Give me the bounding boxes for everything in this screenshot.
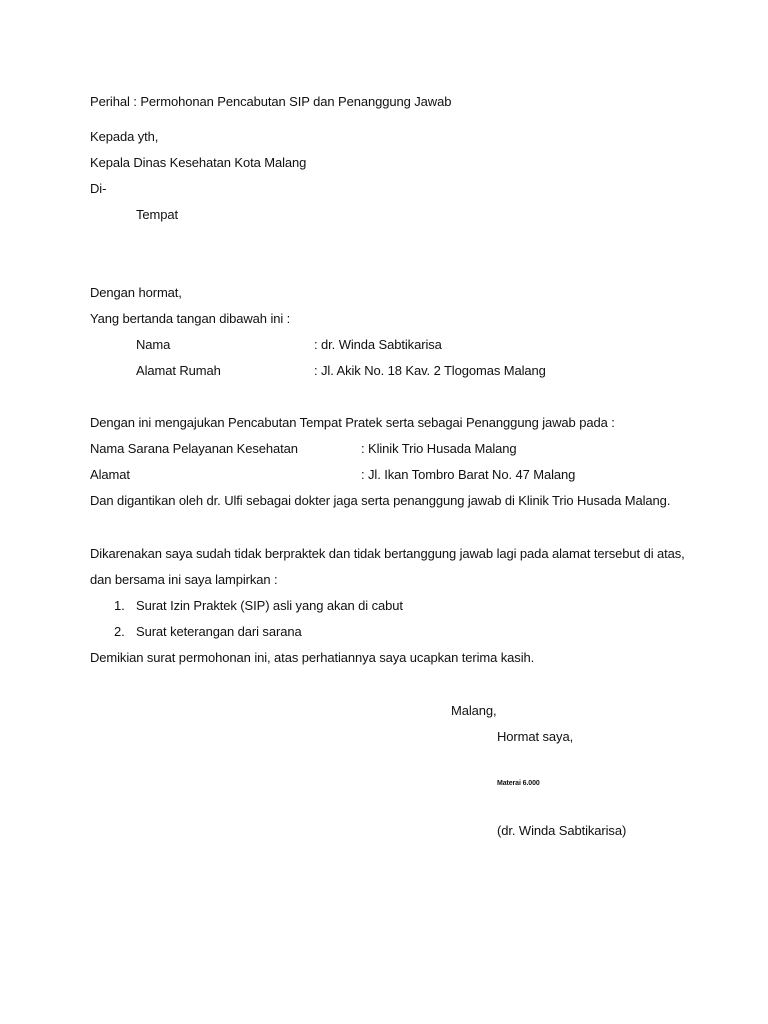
signer-name-value: : dr. Winda Sabtikarisa [314,337,442,352]
facility-name-label: Nama Sarana Pelayanan Kesehatan [90,441,298,456]
recipient-salutation: Kepada yth, [90,129,159,144]
greeting: Dengan hormat, [90,285,182,300]
signature-place: Malang, [451,703,497,718]
reason-line-1: Dikarenakan saya sudah tidak berpraktek dan tidak bertanggung jawab lagi pada alamat tersebut di atas, [90,546,685,561]
subject-line [90,94,451,110]
request-intro: Dengan ini mengajukan Pencabutan Tempat Pratek serta sebagai Penanggung jawab pada : [90,415,615,430]
recipient-place: Tempat [136,207,179,222]
stamp-duty-label: Materai 6.000 [497,780,540,787]
attachment-item: Surat keterangan dari sarana [136,624,302,639]
facility-address-value: : Jl. Ikan Tombro Barat No. 47 Malang [361,467,576,482]
signature-regards: Hormat saya, [497,729,574,744]
attachment-number: 2. [114,624,125,639]
recipient-di: Di- [90,181,107,196]
subject-label: Perihal : [90,94,137,109]
signer-intro: Yang bertanda tangan dibawah ini : [90,311,291,326]
reason-line-2: dan bersama ini saya lampirkan : [90,572,278,587]
subject-text: Permohonan Pencabutan SIP dan Penanggung Jawab [140,94,452,109]
facility-name-value: : Klinik Trio Husada Malang [361,441,517,456]
attachment-item: Surat Izin Praktek (SIP) asli yang akan di cabut [136,598,403,613]
facility-address-label: Alamat [90,467,130,482]
signer-address-label: Alamat Rumah [136,363,221,378]
recipient-name: Kepala Dinas Kesehatan Kota Malang [90,155,307,170]
signature-name: (dr. Winda Sabtikarisa) [497,823,627,838]
signer-address-value: : Jl. Akik No. 18 Kav. 2 Tlogomas Malang [314,363,546,378]
replacement-statement: Dan digantikan oleh dr. Ulfi sebagai dokter jaga serta penanggung jawab di Klinik Trio Husada Malang. [90,493,671,508]
signer-name-label: Nama [136,337,171,352]
closing-statement: Demikian surat permohonan ini, atas perhatiannya saya ucapkan terima kasih. [90,650,535,665]
attachment-number: 1. [114,598,125,613]
